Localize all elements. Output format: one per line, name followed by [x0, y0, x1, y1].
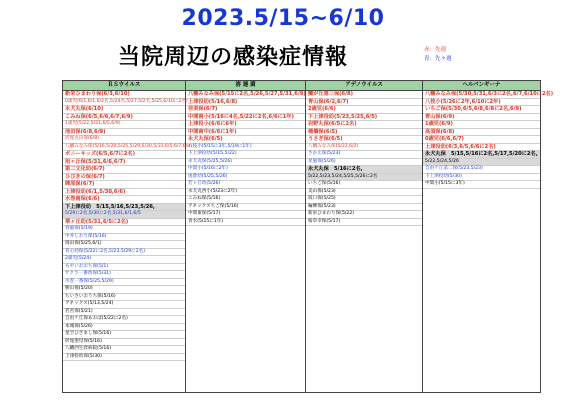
list-item: いちご保(5/16) [306, 181, 422, 189]
list-item: 下上津役幼 5/15,5/16,5/23,5/26, [63, 204, 185, 212]
list-item: 勝山保(5/20) [63, 286, 185, 294]
list-item: 2歳児(5/24) [63, 256, 185, 264]
list-item: 桜草幸保(5/17) [306, 219, 422, 227]
list-item: 中間東保(5/17) [186, 211, 305, 219]
list-item: 上津役幼(6/1,5/30,6/6) [63, 189, 185, 197]
list-item: こみね保(5/16) [186, 196, 305, 204]
column-heading: 溶 連 菌 [186, 81, 305, 91]
list-item: 折尾丸山保(6/8) [63, 136, 185, 144]
column-adenovirus [306, 81, 423, 392]
column-heading: アデノウイルス [306, 81, 422, 91]
list-item: 春風保(5/19) [63, 226, 185, 234]
list-item: 水巻南保(6/6) [63, 196, 185, 204]
list-item: ちいさいおうち保(5/16) [63, 294, 185, 302]
legend-blue: 青：先々週 [424, 56, 452, 62]
list-item: 青水(5/15に1年) [186, 219, 305, 227]
list-item: 下上津役幼(5/15,5/22) [186, 151, 305, 159]
list-item: 永犬丸保(6/10) [63, 106, 185, 114]
color-legend [424, 46, 452, 64]
page-title: 当院周辺の感染症情報 [118, 45, 349, 70]
list-item: 中間南小(5/16に4名,5/22に2名,6/6に1年) [186, 114, 305, 122]
list-item: 永犬丸保 5/15,5/16に2名,5/17,5/20に2名, [423, 151, 540, 159]
list-item: いちご保(5/30,6/5,6/8,6/8に2名,6/9) [423, 106, 540, 114]
list-item: 中井しおり保(5/16) [63, 234, 185, 242]
list-item: 青山保(6/2,6/7) [306, 99, 422, 107]
list-item: 中間南中(6/6に1年) [186, 129, 305, 137]
list-item: 八幡みなみ保(5/16,5/20,5/25,5/29,5/30,5/31,6/5,6/7,6/8) [63, 144, 185, 152]
list-item: 5/22,5/24,5/26 [423, 159, 540, 167]
list-item: 若ヶ丘幼(5/26) [186, 181, 305, 189]
list-item: 自由ケ丘第二保(5/23,5/23) [423, 166, 540, 174]
list-item: 青山保(6/9) [423, 114, 540, 122]
entry-list [63, 91, 192, 361]
list-item: 永犬丸保(6/5) [186, 136, 305, 144]
list-item: 池田保(6/8,6/9) [63, 129, 185, 137]
list-item: 華ヶ丘幼(5/31,6/5に2名) [63, 219, 185, 227]
list-item: 上津役幼(6/3,6/5,6/6に2名) [423, 144, 540, 152]
list-item: 星風保(5/26) [306, 159, 422, 167]
list-item: さかえ保(5/23) [306, 151, 422, 159]
list-item: 坂口保(5/25) [306, 196, 422, 204]
legend-red: 赤：先週 [424, 47, 447, 53]
list-item: こみね保(6/5,6/6,6/7,6/9) [63, 114, 185, 122]
list-item: 5/22,5/23,5/24,5/25,5/26に2名 [306, 174, 422, 182]
list-item: 1歳児(5/22,5/31,6/5,6/9) [63, 121, 185, 129]
list-item: 八幡みなみ保(5/15に2名,5/26,5/27,5/31,6/9) [188, 91, 306, 97]
list-item: 永犬丸保(5/25,5/26) [186, 159, 305, 167]
list-item: 岡田保(5/25,6/1) [63, 241, 185, 249]
list-item: 永犬丸保 5/16に2名, [306, 166, 422, 174]
column-rs-virus [63, 81, 192, 392]
entry-list [423, 91, 554, 189]
list-item: 八幡みなみ保(5/30,5/31,6/3に2名,6/7,6/10に2名) [425, 91, 554, 97]
list-item: 永犬丸西小(5/23に2年) [186, 189, 305, 197]
list-item: アネックスちご保(5/16) [186, 204, 305, 212]
list-item: 下上津役幼(5/30) [423, 174, 540, 182]
list-item: 折尾聖母保(5/16) [63, 339, 185, 347]
list-item: 八幡西生涯病院(5/16) [63, 346, 185, 354]
entry-list [306, 91, 422, 226]
list-item: 尾倉幼(5/25,5/26) [186, 174, 305, 182]
list-item: 0歳児(6/1,6/1,6/2名,5/24名,5/27,5/2名,5/25,6/10に2名) [63, 99, 185, 107]
list-item: 育心幼保(5/22に2名,5/23,5/29に2名) [63, 249, 185, 257]
list-item: うさぎ保(6/5) [306, 136, 422, 144]
list-item: 八幡みなみ保(5/22,6/2) [306, 144, 422, 152]
list-item: 新栄ひまわり保(5/22) [306, 211, 422, 219]
list-item: 八枝小(5/15に3年,5/19に1年) [186, 144, 305, 152]
list-item: 若宮保(5/21) [63, 309, 185, 317]
column-heading: ヘルパンギーナ [423, 81, 540, 91]
column-herpangina [423, 81, 554, 392]
list-item: 陣原保(6/7) [63, 181, 185, 189]
list-item: 輪柳保(5/23) [306, 204, 422, 212]
infection-table [62, 80, 554, 393]
list-item: ひびきの保(6/7) [63, 174, 185, 182]
list-item: 蘭が丘第三保(6/8) [306, 91, 422, 99]
column-strep [186, 81, 306, 392]
list-item: 八枝小(5/26に2年,6/10に2年) [423, 99, 540, 107]
list-item: 上津役幼保(5/30) [63, 354, 185, 362]
list-item: 第二文化幼(6/7) [63, 166, 185, 174]
list-item: 1歳児(6/9) [423, 121, 540, 129]
list-item: アネックス(5/13,5/24) [63, 301, 185, 309]
list-item: 上津役幼(5/16,6/8) [186, 99, 305, 107]
list-item: 本城保(5/26) [63, 324, 185, 332]
list-item: 高須保(6/8) [423, 129, 540, 137]
list-item: 岩野丸保(6/5に2名) [306, 121, 422, 129]
list-item: 中間小(5/16に2年) [186, 166, 305, 174]
list-item: サクラ一番幼保(5/31) [63, 271, 185, 279]
date-range: 2023.5/15~6/10 [181, 6, 385, 31]
list-item: 星空ひざまし保(5/16) [63, 331, 185, 339]
list-item: 中間小(5/15に3年) [423, 181, 540, 189]
list-item: 旭ヶ丘保(5/31,6/6,6/7) [63, 159, 185, 167]
list-item: 水巻一番保(5/25,5/29) [63, 279, 185, 287]
list-item: ポニーキッズ(6/5,6/7に2名) [63, 151, 185, 159]
column-heading: ＲＳウイルス [63, 81, 185, 91]
list-item: 新栄ひまわり保(6/3,6/10) [63, 91, 185, 99]
list-item: 上津役小(6/6に6年) [186, 121, 305, 129]
list-item: 桶橋保(6/5) [306, 129, 422, 137]
list-item: もやいおおち保(5/1) [63, 264, 185, 272]
list-item: 0歳児(6/6,6/7) [423, 136, 540, 144]
list-item: 自由ケ丘保あおば(5/22に2名) [63, 316, 185, 324]
entry-list [186, 91, 305, 226]
list-item: 下上津役幼(5/23,5/25,6/5) [306, 114, 422, 122]
list-item: 美山保(5/23) [306, 189, 422, 197]
list-item: 奈美保(6/7) [186, 106, 305, 114]
list-item: 5/29に2名,5/30に2名,5/31,6/1,6/5 [63, 211, 185, 219]
list-item: 2歳児(6/6) [306, 106, 422, 114]
